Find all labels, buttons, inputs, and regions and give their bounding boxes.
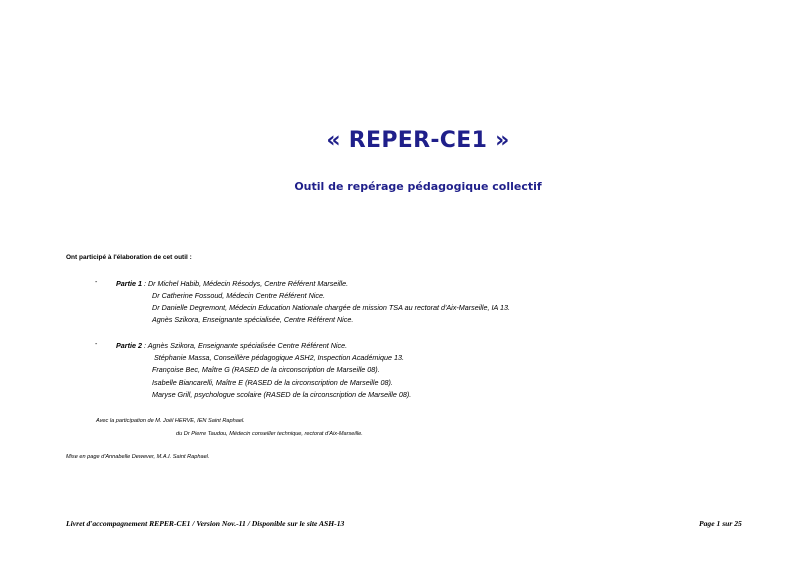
part-1-contributor-1: : Dr Michel Habib, Médecin Résodys, Centre Référent Marseille.: [141, 279, 349, 288]
part-2-contributor-2: Stéphanie Massa, Conseillère pédagogique ASH2, Inspection Académique 13.: [154, 353, 404, 362]
part-2-contributor-5: Maryse Grill, psychologue scolaire (RASED de la circonscription de Marseille 08).: [152, 390, 412, 399]
layout-credit: Mise en page d'Annabelle Dewever, M.A.I. Saint Raphael.: [66, 454, 210, 460]
participation-line-1: Avec la participation de M. Joël HERVE, IEN Saint Raphael.: [96, 418, 245, 424]
list-dash: -: [95, 279, 98, 286]
footer-left: Livret d'accompagnement REPER-CE1 / Version Nov.-11 / Disponible sur le site ASH-13: [66, 519, 345, 528]
page-number: Page 1 sur 25: [699, 519, 742, 528]
participation-line-2: du Dr Pierre Taudou, Médecin conseiller technique, rectorat d'Aix-Marseille.: [176, 431, 363, 437]
part-2-contributor-3: Françoise Bec, Maître G (RASED de la circonscription de Marseille 08).: [152, 365, 380, 374]
part-2-label: Partie 2: [116, 341, 142, 350]
part-1-contributor-4: Agnès Szikora, Enseignante spécialisée, Centre Référent Nice.: [152, 315, 354, 324]
part-1-contributor-2: Dr Catherine Fossoud, Médecin Centre Référent Nice.: [152, 291, 325, 300]
part-2-line-1: [116, 341, 347, 350]
part-1-line-1: [116, 279, 348, 288]
part-1-contributor-3: Dr Danielle Degremont, Médecin Education Nationale chargée de mission TSA au rectorat d'Aix-Marseille, IA 13.: [152, 303, 510, 312]
part-2-contributor-1: : Agnès Szikora, Enseignante spécialisée Centre Référent Nice.: [141, 341, 348, 350]
list-dash: -: [95, 341, 98, 348]
contributors-intro: Ont participé à l'élaboration de cet outil :: [66, 254, 192, 261]
part-2-contributor-4: Isabelle Biancarelli, Maître E (RASED de la circonscription de Marseille 08).: [152, 378, 393, 387]
document-subtitle: Outil de repérage pédagogique collectif: [294, 180, 542, 193]
document-title: « REPER-CE1 »: [326, 128, 510, 153]
part-1-label: Partie 1: [116, 279, 142, 288]
